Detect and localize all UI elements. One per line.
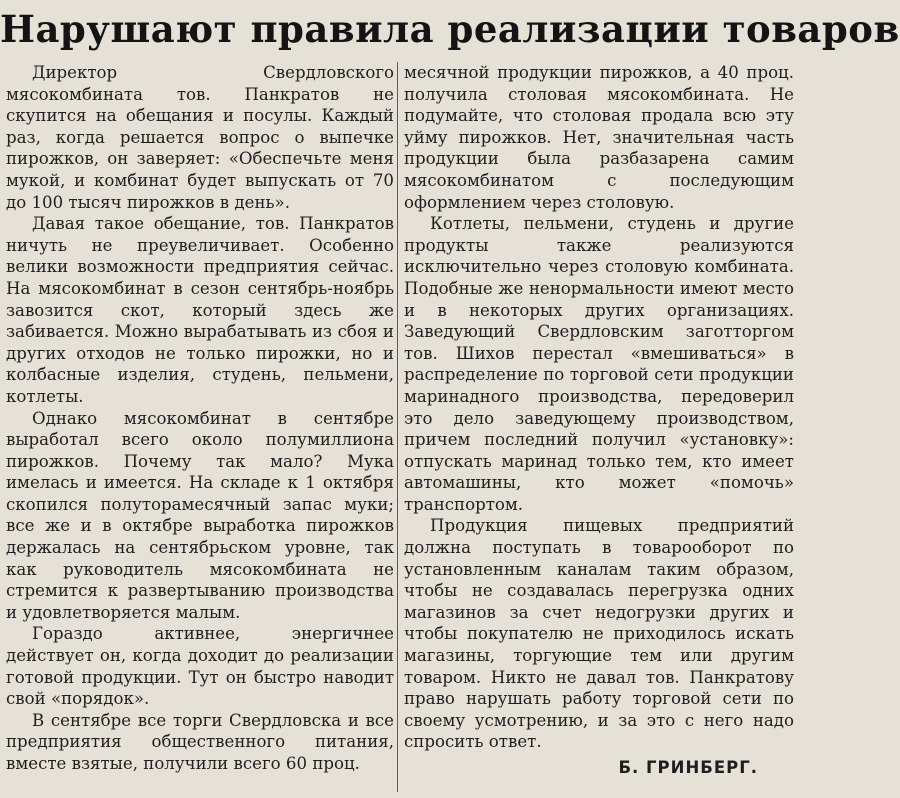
- paragraph: В сентябре все торги Свердловска и все предприятия общественного питания, вместе взятые, получили всего 60 проц.: [6, 710, 394, 773]
- paragraph-continued: месячной продукции пирожков, а 40 проц. получила столовая мясокомбината. Не подумайте, что столовая продала всю эту уйму пирожков. Нет, значительная часть продукции была разбазарена самим мясокомбинатом с последующим оформлением через столовую.: [404, 63, 794, 212]
- paragraph: Продукция пищевых предприятий должна поступать в товарооборот по установленным каналам таким образом, чтобы не создавалась перегрузка одних магазинов за счет недогрузки других и чтобы покупателю не приходилось искать магазины, торгующие тем или другим товаром. Никто не давал тов. Панкратову право нарушать работу торговой сети по своему усмотрению, и за это с него надо спросить ответ.: [404, 516, 794, 752]
- paragraph: Давая такое обещание, тов. Панкратов ничуть не преувеличивает. Особенно велики возможности предприятия сейчас. На мясокомбинат в сезон сентябрь-ноябрь завозится скот, который здесь же забивается. Можно вырабатывать из сбоя и других отходов не только пирожки, но и колбасные изделия, студень, пельмени, котлеты.: [6, 214, 394, 406]
- paragraph: Котлеты, пельмени, студень и другие продукты также реализуются исключительно через столовую комбината. Подобные же ненормальности имеют место и в некоторых других организациях. Заведующий Свердловским заготторгом тов. Шихов перестал «вмешиваться» в распределение по торговой сети продукции маринадного производства, передоверил это дело заведующему производством, причем последний получил «установку»: отпускать маринад только тем, кто имеет автомашины, кто может «помочь» транспортом.: [404, 214, 794, 514]
- paragraph: Директор Свердловского мясокомбината тов. Панкратов не скупится на обещания и посулы. Каждый раз, когда решается вопрос о выпечке пирожков, он заверяет: «Обеспечьте меня мукой, и комбинат будет выпускать от 70 до 100 тысяч пирожков в день».: [6, 63, 394, 212]
- column-divider: [397, 62, 398, 792]
- paragraph: Гораздо активнее, энергичнее действует он, когда доходит до реализации готовой продукции. Тут он быстро наводит свой «порядок».: [6, 624, 394, 709]
- right-column: [404, 62, 794, 790]
- headline: Нарушают правила реализации товаров: [0, 7, 900, 51]
- paragraph: Однако мясокомбинат в сентябре выработал всего около полумиллиона пирожков. Почему так мало? Мука имелась и имеется. На складе к 1 октября скопился полуторамесячный запас муки; все же и в октябре выработка пирожков держалась на сентябрьском уровне, так как руководитель мясокомбината не стремится к развертыванию производства и удовлетворяется малым.: [6, 408, 394, 622]
- author-signature: Б. ГРИНБЕРГ.: [618, 758, 758, 777]
- left-column: [6, 62, 394, 790]
